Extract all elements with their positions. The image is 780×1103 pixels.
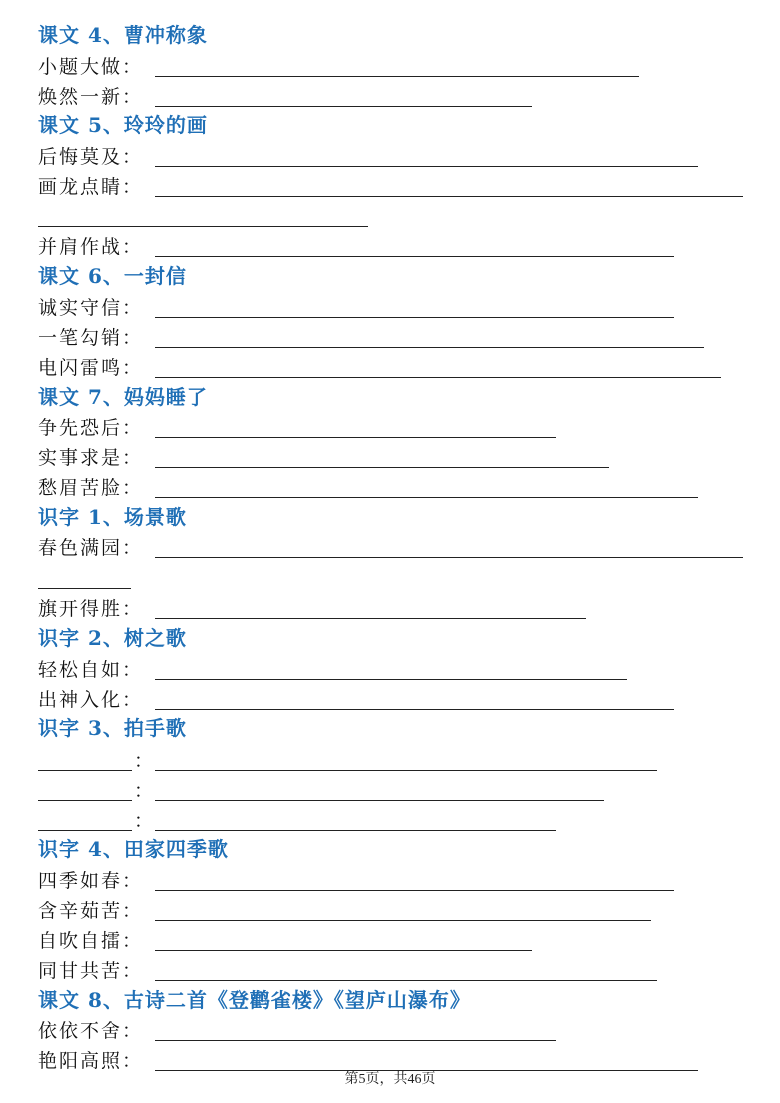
idiom-blank[interactable] xyxy=(38,770,132,771)
answer-line[interactable] xyxy=(155,1040,556,1041)
section-heading-literacy-2: 识字 2、树之歌 xyxy=(38,626,187,650)
answer-line[interactable] xyxy=(155,830,556,831)
idiom-label: 艳阳高照： xyxy=(38,1050,144,1072)
idiom-label: 四季如春： xyxy=(38,870,144,892)
answer-line[interactable] xyxy=(155,950,532,951)
answer-line[interactable] xyxy=(155,76,639,77)
idiom-row xyxy=(38,323,143,353)
answer-line-continuation[interactable] xyxy=(38,226,368,227)
answer-line[interactable] xyxy=(155,106,532,107)
idiom-row xyxy=(38,443,143,473)
colon-label: ： xyxy=(134,780,154,802)
answer-line[interactable] xyxy=(155,618,586,619)
answer-line[interactable] xyxy=(155,347,704,348)
idiom-row xyxy=(134,776,153,806)
idiom-label: 实事求是： xyxy=(38,447,144,469)
idiom-row xyxy=(38,293,143,323)
idiom-label: 诚实守信： xyxy=(38,297,144,319)
idiom-blank[interactable] xyxy=(38,800,132,801)
answer-line[interactable] xyxy=(155,317,674,318)
idiom-label: 春色满园： xyxy=(38,537,144,559)
idiom-label: 出神入化： xyxy=(38,689,144,711)
answer-line[interactable] xyxy=(155,437,556,438)
answer-line[interactable] xyxy=(155,467,609,468)
answer-line[interactable] xyxy=(155,890,674,891)
idiom-row xyxy=(134,806,153,836)
answer-line[interactable] xyxy=(155,980,657,981)
section-heading-lesson-6: 课文 6、一封信 xyxy=(38,264,187,288)
idiom-label: 画龙点睛： xyxy=(38,176,144,198)
idiom-blank[interactable] xyxy=(38,830,132,831)
idiom-label: 争先恐后： xyxy=(38,417,144,439)
idiom-row xyxy=(38,473,143,503)
answer-line[interactable] xyxy=(155,497,698,498)
section-heading-lesson-8: 课文 8、古诗二首《登鹳雀楼》《望庐山瀑布》 xyxy=(38,988,471,1012)
idiom-label: 含辛茹苦： xyxy=(38,900,144,922)
idiom-label: 焕然一新： xyxy=(38,86,144,108)
colon-label: ： xyxy=(134,810,154,832)
idiom-row xyxy=(38,82,143,112)
idiom-label: 依依不舍： xyxy=(38,1020,144,1042)
idiom-row xyxy=(38,896,143,926)
idiom-row xyxy=(38,655,143,685)
answer-line[interactable] xyxy=(155,256,674,257)
idiom-row xyxy=(38,353,143,383)
idiom-label: 轻松自如： xyxy=(38,659,144,681)
idiom-row xyxy=(38,594,143,624)
section-heading-lesson-7: 课文 7、妈妈睡了 xyxy=(38,385,208,409)
section-heading-lesson-4: 课文 4、曹冲称象 xyxy=(38,23,208,47)
answer-line[interactable] xyxy=(155,166,698,167)
answer-line[interactable] xyxy=(155,196,743,197)
colon-label: ： xyxy=(134,750,154,772)
idiom-label: 同甘共苦： xyxy=(38,960,144,982)
idiom-row xyxy=(38,956,143,986)
idiom-label: 小题大做： xyxy=(38,56,144,78)
answer-line[interactable] xyxy=(155,770,657,771)
idiom-row xyxy=(38,1016,143,1046)
idiom-row xyxy=(38,533,143,563)
section-heading-lesson-5: 课文 5、玲玲的画 xyxy=(38,113,208,137)
idiom-label: 后悔莫及： xyxy=(38,146,144,168)
idiom-row xyxy=(38,142,143,172)
section-heading-literacy-4: 识字 4、田家四季歌 xyxy=(38,837,229,861)
answer-line[interactable] xyxy=(155,920,651,921)
idiom-row xyxy=(134,746,153,776)
idiom-label: 自吹自擂： xyxy=(38,930,144,952)
answer-line[interactable] xyxy=(155,800,604,801)
section-heading-literacy-3: 识字 3、拍手歌 xyxy=(38,716,187,740)
idiom-row xyxy=(38,52,143,82)
idiom-label: 电闪雷鸣： xyxy=(38,357,144,379)
idiom-row xyxy=(38,685,143,715)
idiom-row xyxy=(38,172,143,202)
idiom-label: 并肩作战： xyxy=(38,236,144,258)
idiom-row xyxy=(38,926,143,956)
answer-line[interactable] xyxy=(155,679,627,680)
answer-line[interactable] xyxy=(155,377,721,378)
page-number-footer: 第5页，共46页 xyxy=(344,1072,436,1087)
idiom-row xyxy=(38,232,143,262)
answer-line[interactable] xyxy=(155,709,674,710)
idiom-row xyxy=(38,866,143,896)
section-heading-literacy-1: 识字 1、场景歌 xyxy=(38,505,187,529)
answer-line-continuation[interactable] xyxy=(38,588,131,589)
idiom-row xyxy=(38,413,143,443)
idiom-label: 愁眉苦脸： xyxy=(38,477,144,499)
idiom-label: 旗开得胜： xyxy=(38,598,144,620)
answer-line[interactable] xyxy=(155,557,743,558)
idiom-label: 一笔勾销： xyxy=(38,327,144,349)
